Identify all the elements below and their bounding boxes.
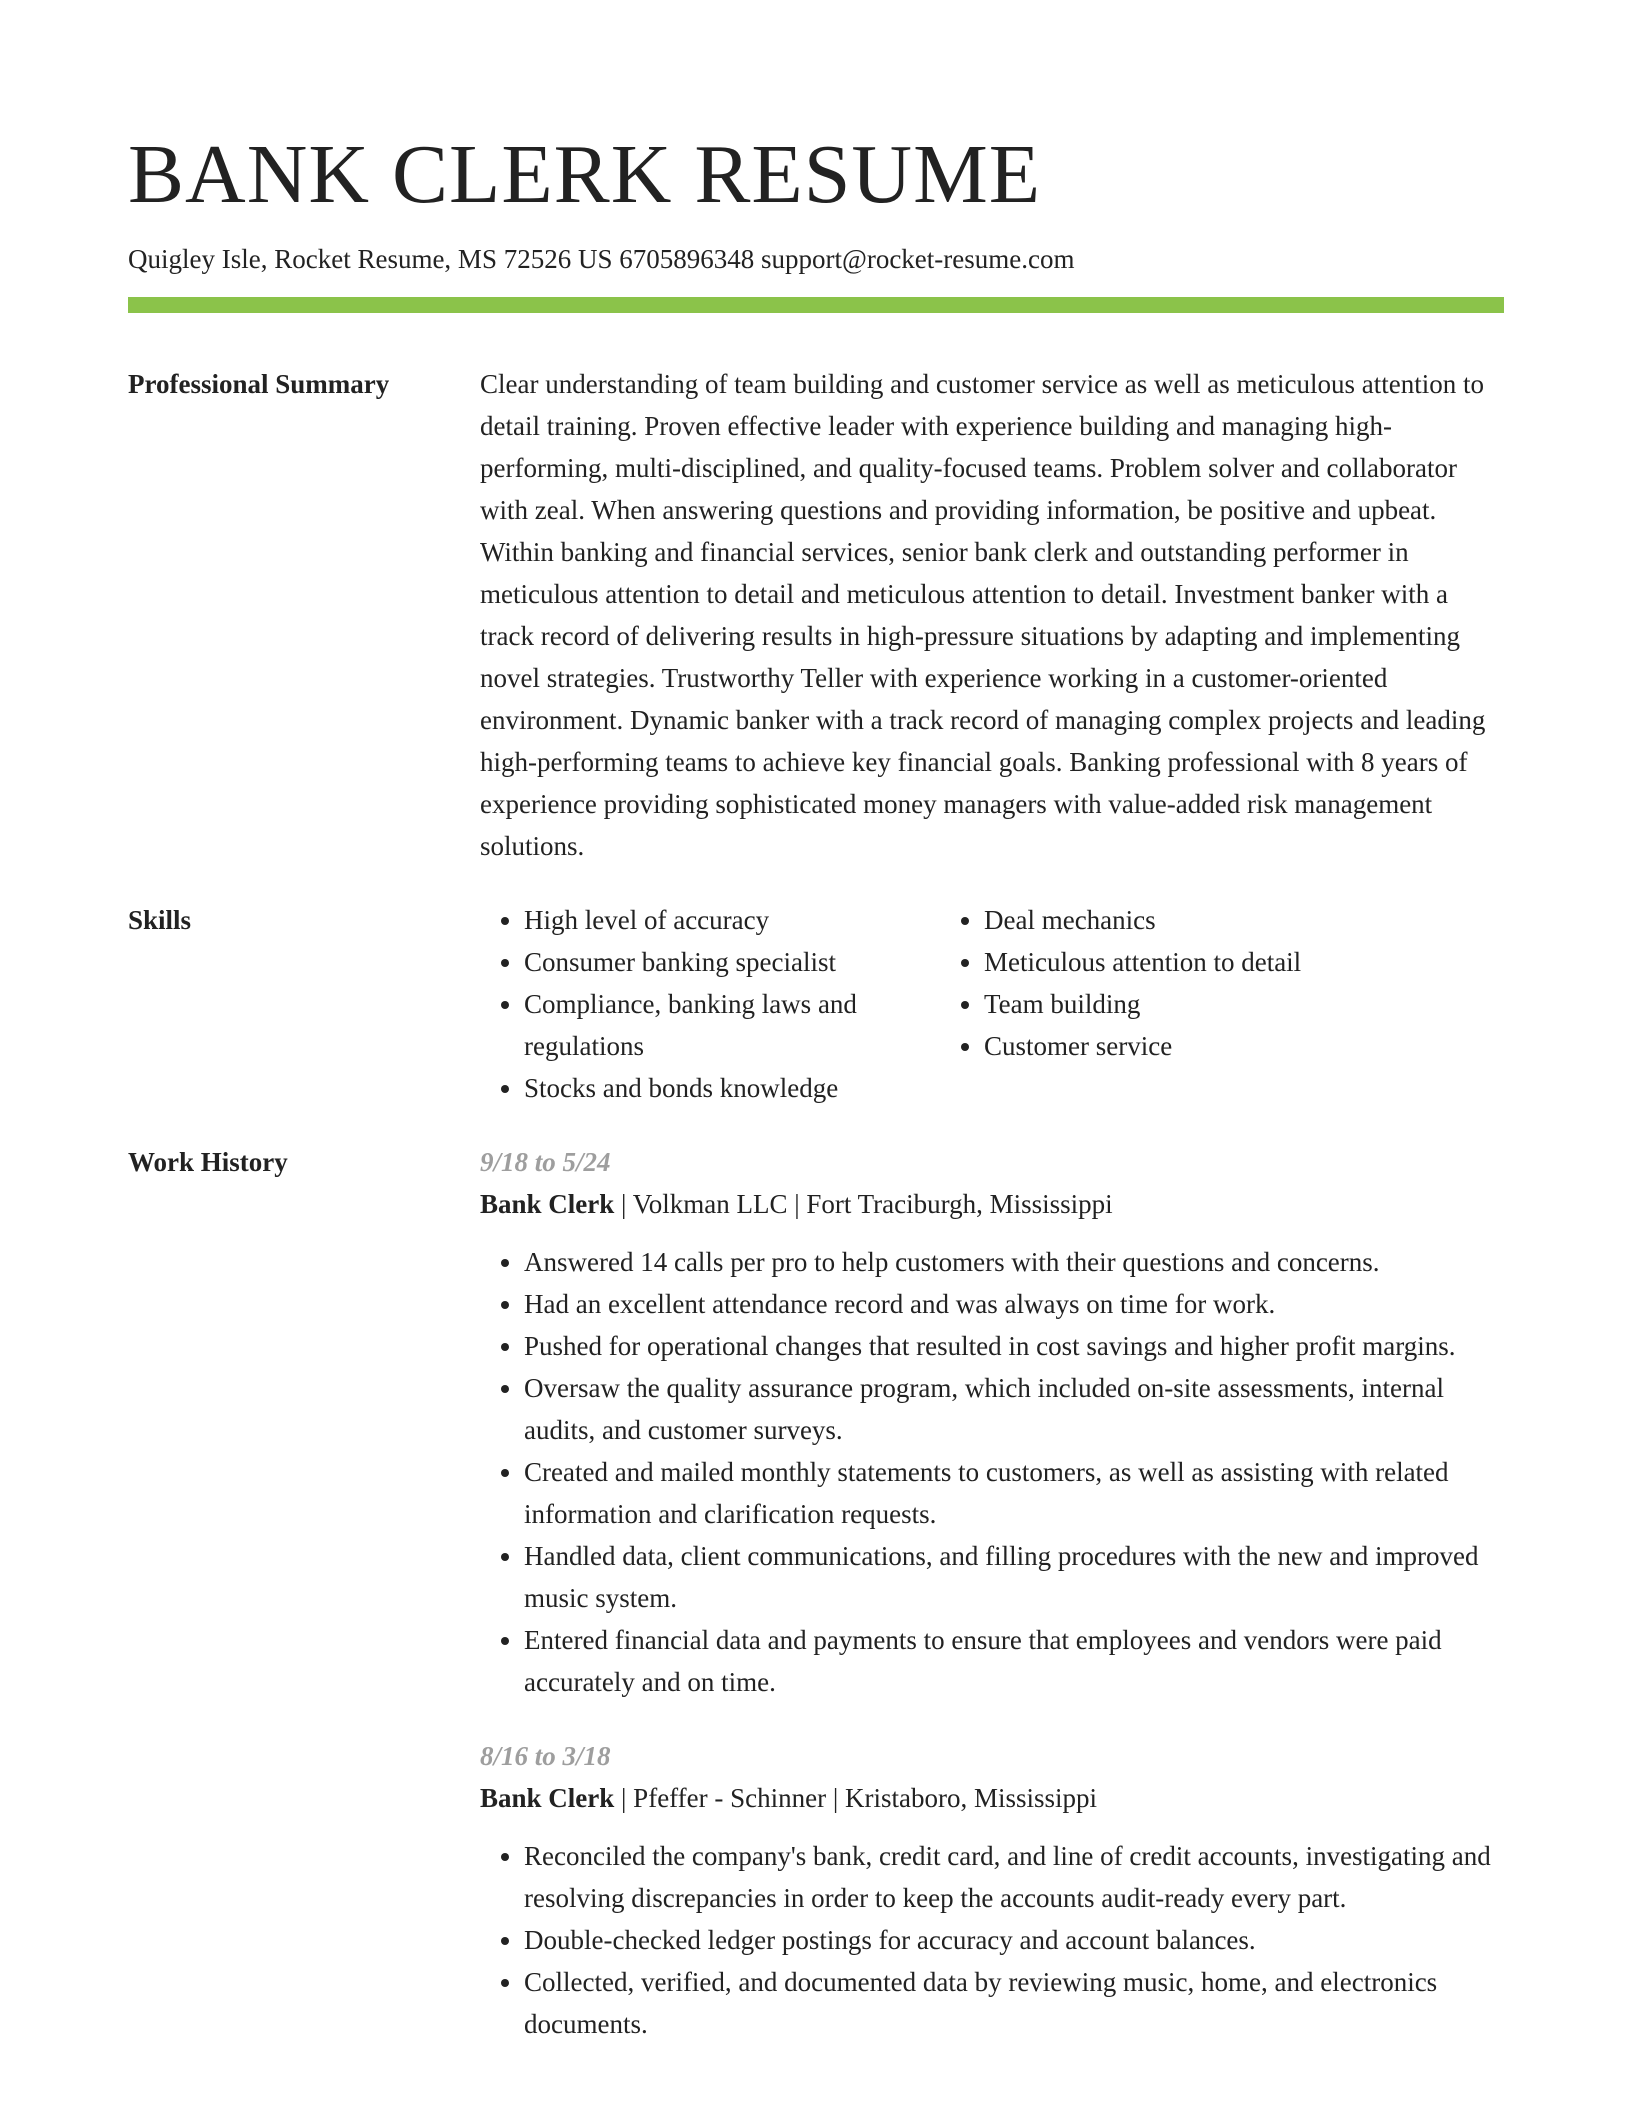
skill-item: • Team building <box>984 983 1504 1025</box>
responsibility-item: • Answered 14 calls per pro to help customers with their questions and concerns. <box>524 1241 1504 1283</box>
responsibility-item: • Collected, verified, and documented data by reviewing music, home, and electronics documents. <box>524 1961 1504 2045</box>
skill-item: • Deal mechanics <box>984 899 1504 941</box>
responsibility-item: • Had an excellent attendance record and was always on time for work. <box>524 1283 1504 1325</box>
work-history-section <box>128 1141 1504 2045</box>
job-dates: 8/16 to 3/18 <box>480 1741 611 1772</box>
summary-text: Clear understanding of team building and customer service as well as meticulous attention to detail training. Proven effective leader with experience building and managing high-performing, multi-disciplined, and quality-focused teams. Problem solver and collaborator with zeal. When answering questions and providing information, be positive and upbeat. Within banking and financial services, senior bank clerk and outstanding performer in meticulous attention to detail and meticulous attention to detail. Investment banker with a track record of delivering results in high-pressure situations by adapting and implementing novel strategies. Trustworthy Teller with experience working in a customer-oriented environment. Dynamic banker with a track record of managing complex projects and leading high-performing teams to achieve key financial goals. Banking professional with 8 years of experience providing sophisticated money managers with value-added risk management solutions. <box>480 369 1486 862</box>
job-entry <box>480 1141 1504 1703</box>
header-divider <box>128 297 1504 313</box>
responsibility-item: • Reconciled the company's bank, credit card, and line of credit accounts, investigating and resolving discrepancies in order to keep the accounts audit-ready every part. <box>524 1835 1504 1919</box>
job-employer-location: | Volkman LLC | Fort Traciburgh, Mississippi <box>614 1189 1113 1220</box>
job-heading <box>480 1777 1504 1819</box>
responsibility-item: • Double-checked ledger postings for accuracy and account balances. <box>524 1919 1504 1961</box>
skills-list <box>480 899 1504 1109</box>
job-entry <box>480 1735 1504 2045</box>
responsibility-item: • Entered financial data and payments to ensure that employees and vendors were paid accurately and on time. <box>524 1619 1504 1703</box>
job-dates: 9/18 to 5/24 <box>480 1147 611 1178</box>
skills-column-1 <box>480 899 940 1109</box>
job-responsibilities <box>480 1835 1504 2045</box>
skill-item: • Meticulous attention to detail <box>984 941 1504 983</box>
skill-item: • Stocks and bonds knowledge <box>524 1067 940 1109</box>
skills-column-2 <box>940 899 1504 1109</box>
skill-item: • Customer service <box>984 1025 1504 1067</box>
job-heading <box>480 1183 1504 1225</box>
summary-heading: Professional Summary <box>128 369 390 400</box>
work-history-heading: Work History <box>128 1147 288 1178</box>
job-responsibilities <box>480 1241 1504 1703</box>
skill-item: • Consumer banking specialist <box>524 941 940 983</box>
resume-title: BANK CLERK RESUME <box>128 128 1042 221</box>
job-title: Bank Clerk <box>480 1189 615 1220</box>
summary-section <box>128 363 1504 867</box>
responsibility-item: • Oversaw the quality assurance program, which included on-site assessments, internal audits, and customer surveys. <box>524 1367 1504 1451</box>
skill-item: • Compliance, banking laws and regulations <box>524 983 940 1067</box>
skills-section <box>128 899 1504 1109</box>
skills-heading: Skills <box>128 905 192 936</box>
responsibility-item: • Created and mailed monthly statements to customers, as well as assisting with related information and clarification requests. <box>524 1451 1504 1535</box>
responsibility-item: • Handled data, client communications, and filling procedures with the new and improved music system. <box>524 1535 1504 1619</box>
job-employer-location: | Pfeffer - Schinner | Kristaboro, Mississippi <box>614 1783 1098 1814</box>
responsibility-item: • Pushed for operational changes that resulted in cost savings and higher profit margins. <box>524 1325 1504 1367</box>
contact-line: Quigley Isle, Rocket Resume, MS 72526 US 6705896348 support@rocket-resume.com <box>128 244 1075 274</box>
skill-item: • High level of accuracy <box>524 899 940 941</box>
job-title: Bank Clerk <box>480 1783 615 1814</box>
work-history-list <box>480 1141 1504 2045</box>
